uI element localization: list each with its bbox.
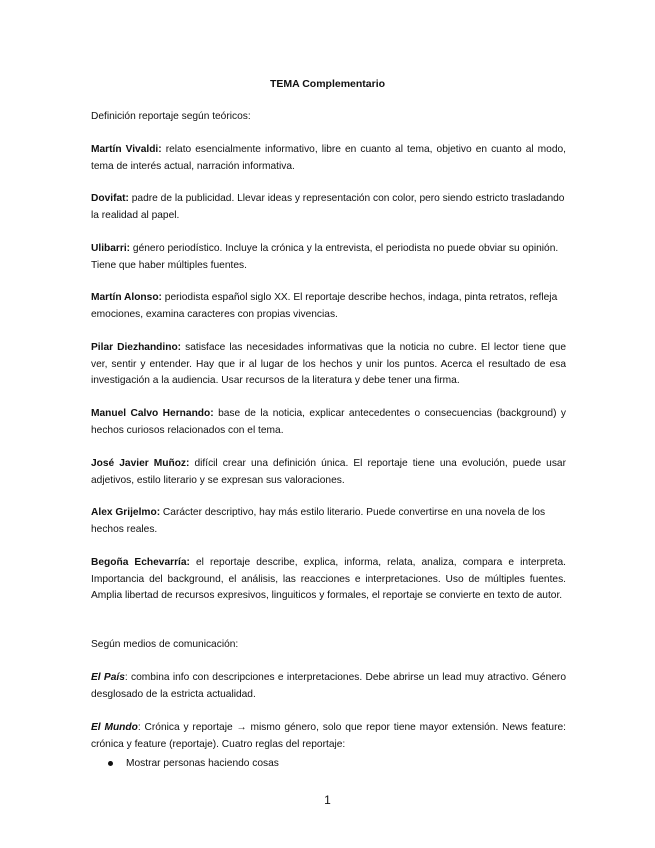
media-name: El País bbox=[91, 672, 125, 683]
bullet-icon bbox=[108, 761, 113, 766]
definition-paragraph: Martín Vivaldi: relato esencialmente informativo, libre en cuanto al tema, objetivo en cuanto al modo, tema de interés actual, narración informativa. bbox=[91, 144, 566, 172]
definition-paragraph: Alex Grijelmo: Carácter descriptivo, hay más estilo literario. Puede convertirse en una novela de los hechos reales. bbox=[91, 507, 546, 535]
page-title: TEMA Complementario bbox=[269, 78, 386, 90]
author-name: Begoña Echevarría bbox=[91, 557, 187, 568]
definition-paragraph: Begoña Echevarría: el reportaje describe, explica, informa, relata, analiza, compara e interpreta. Importancia del background, el análisis, las reacciones e interpretaciones. Uso de múltiples fuentes. Amplia libertad de recursos expresivos, linguiticos y formales, el reportaje se convierte en texto de autor. bbox=[91, 557, 566, 601]
author-name: Pilar Diezhandino: bbox=[91, 342, 182, 353]
author-name: Martín Alonso bbox=[91, 292, 159, 303]
definition-text: el reportaje describe, explica, informa, relata, analiza, compara e interpreta. Importancia del background, el análisis, las reacciones e interpretaciones. Uso de múltiples fuentes. Amplia libertad de recursos expresivos, linguiticos y formales, el reportaje se convierte en texto de autor. bbox=[91, 557, 566, 601]
author-name: Alex Grijelmo bbox=[91, 507, 157, 518]
bullet-text: Mostrar personas haciendo cosas bbox=[126, 758, 279, 769]
definition-text: Carácter descriptivo, hay más estilo literario. Puede convertirse en una novela de los hechos reales. bbox=[91, 507, 546, 535]
definition-paragraph: Dovifat: padre de la publicidad. Llevar ideas y representación con color, pero siendo estricto trasladando la realidad al papel. bbox=[91, 193, 565, 221]
bullet-item bbox=[108, 756, 279, 773]
definition-text: padre de la publicidad. Llevar ideas y representación con color, pero siendo estricto trasladando la realidad al papel. bbox=[91, 193, 565, 221]
definition-text: difícil crear una definición única. El reportaje tiene una evolución, puede usar adjetivos, estilo literario y se expresan sus valoraciones. bbox=[91, 458, 566, 486]
media-text: : Crónica y reportaje → mismo género, solo que repor tiene mayor extensión. News feature: crónica y feature (reportaje). Cuatro reglas del reportaje: bbox=[91, 722, 566, 750]
media-paragraph bbox=[91, 670, 566, 703]
author-name: José Javier Muñoz bbox=[91, 458, 187, 469]
definition-paragraph: José Javier Muñoz: difícil crear una definición única. El reportaje tiene una evolución, puede usar adjetivos, estilo literario y se expresan sus valoraciones. bbox=[91, 458, 566, 486]
definition-text: periodista español siglo XX. El reportaje describe hechos, indaga, pinta retratos, refleja emociones, examina caracteres con propias vivencias. bbox=[91, 292, 558, 320]
page-number: 1 bbox=[324, 793, 331, 807]
author-name: Manuel Calvo Hernando bbox=[91, 408, 211, 419]
media-intro: Según medios de comunicación: bbox=[91, 639, 239, 650]
media-name: El Mundo bbox=[91, 722, 138, 733]
media-text: : combina info con descripciones e interpretaciones. Debe abrirse un lead muy atractivo. Género desglosado de la estricta actualidad. bbox=[91, 672, 566, 700]
author-name: Martín Vivaldi bbox=[91, 144, 159, 155]
definition-text: base de la noticia, explicar antecedentes o consecuencias (background) y hechos curiosos relacionados con el tema. bbox=[91, 408, 566, 436]
definition-text: satisface las necesidades informativas que la noticia no cubre. El lector tiene que ver, sentir y entender. Hay que ir al lugar de los hechos y unir los puntos. Acerca el resultado de esa investigación a la audiencia. Usar recursos de la literatura y debe tener una firma. bbox=[91, 342, 566, 386]
definition-paragraph: Martín Alonso: periodista español siglo XX. El reportaje describe hechos, indaga, pinta retratos, refleja emociones, examina caracteres con propias vivencias. bbox=[91, 292, 558, 320]
definition-paragraph bbox=[91, 340, 566, 390]
intro-text: Definición reportaje según teóricos: bbox=[91, 111, 251, 122]
author-name: Dovifat bbox=[91, 193, 126, 204]
definition-text: relato esencialmente informativo, libre en cuanto al tema, objetivo en cuanto al modo, tema de interés actual, narración informativa. bbox=[91, 144, 566, 172]
definition-paragraph: Ulibarri: género periodístico. Incluye la crónica y la entrevista, el periodista no puede obviar su opinión. Tiene que haber múltiples fuentes. bbox=[91, 243, 559, 271]
author-name: Ulibarri bbox=[91, 243, 127, 254]
media-paragraph bbox=[91, 720, 566, 753]
definition-paragraph: Manuel Calvo Hernando: base de la noticia, explicar antecedentes o consecuencias (background) y hechos curiosos relacionados con el tema. bbox=[91, 408, 566, 436]
definition-text: género periodístico. Incluye la crónica y la entrevista, el periodista no puede obviar su opinión. Tiene que haber múltiples fuentes. bbox=[91, 243, 559, 271]
